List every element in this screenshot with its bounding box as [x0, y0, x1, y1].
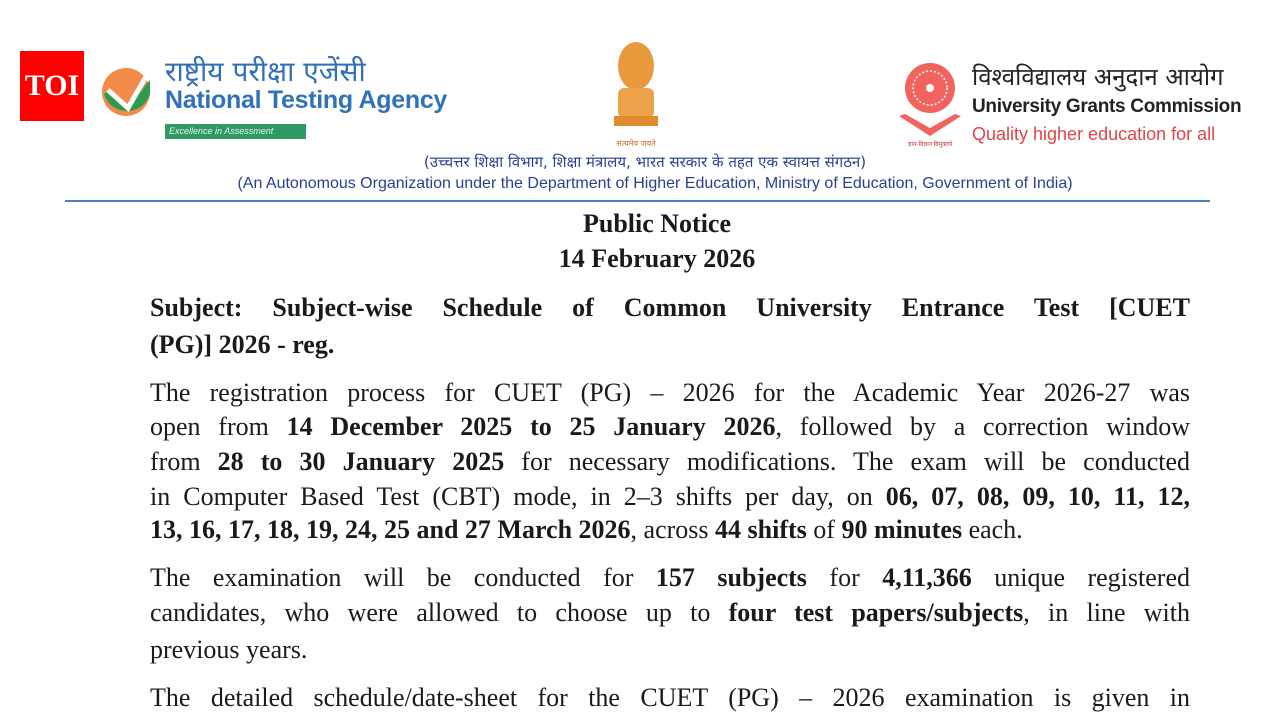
toi-logo: TOI [20, 51, 84, 121]
text-segment: candidates, who were allowed to choose up to [150, 598, 729, 627]
text-segment: each. [962, 515, 1023, 544]
text-segment: for [806, 563, 883, 592]
paragraph-line [150, 633, 1190, 667]
subject-line: Subject: Subject-wise Schedule of Common University Entrance Test [CUET [150, 293, 1190, 322]
text-segment: The registration process for CUET (PG) – 2026 for the Academic Year 2026-27 was [150, 378, 1190, 407]
text-segment: , in line with [1023, 598, 1190, 627]
nta-name-english: National Testing Agency [165, 86, 448, 114]
bold-text: 06, 07, 08, 09, 10, 11, 12, [885, 482, 1190, 511]
paragraph-line [150, 513, 1190, 547]
emblem-motto: सत्यमेव जयते [616, 139, 656, 148]
paragraph-line [150, 480, 1190, 514]
ugc-name-hindi: विश्वविद्यालय अनुदान आयोग [972, 63, 1224, 91]
text-segment: in Computer Based Test (CBT) mode, in 2–3 shifts per day, on [150, 482, 886, 511]
paragraph-line [150, 376, 1190, 410]
nta-tagline: Excellence in Assessment [165, 124, 306, 139]
ugc-tagline: Quality higher education for all [972, 124, 1216, 144]
text-segment: The detailed schedule/date-sheet for the CUET (PG) – 2026 examination is given in [150, 683, 1190, 712]
ugc-name-english: University Grants Commission [972, 96, 1242, 117]
paragraph-line [150, 445, 1190, 479]
text-segment: unique registered [971, 563, 1190, 592]
svg-text:ज्ञान-विज्ञान विमुक्तये: ज्ञान-विज्ञान विमुक्तये [907, 142, 953, 148]
paragraph-line [150, 681, 1190, 715]
header-divider [65, 200, 1210, 202]
bold-text: 14 December 2025 to 25 January 2026 [286, 412, 776, 441]
paragraph-line [150, 596, 1190, 630]
text-segment: , across [630, 515, 716, 544]
organization-subtitle-english: (An Autonomous Organization under the Department of Higher Education, Ministry of Education, Government of India) [237, 175, 1073, 192]
notice-date: 14 February 2026 [558, 244, 756, 273]
organization-subtitle-hindi: (उच्चत्तर शिक्षा विभाग, शिक्षा मंत्रालय, भारत सरकार के तहत एक स्वायत्त संगठन) [423, 153, 867, 171]
ugc-logo-icon [895, 56, 965, 148]
bold-text: 13, 16, 17, 18, 19, 24, 25 and 27 March 2026 [150, 515, 631, 544]
text-segment: from [150, 447, 218, 476]
national-emblem-icon [604, 38, 668, 148]
text-segment: of [806, 515, 842, 544]
paragraph-line [150, 561, 1190, 595]
bold-text: 90 minutes [841, 515, 963, 544]
bold-text: 4,11,366 [882, 563, 972, 592]
bold-text: 44 shifts [715, 515, 807, 544]
text-segment: for necessary modifications. The exam will be conducted [504, 447, 1190, 476]
bold-text: four test papers/subjects [728, 598, 1024, 627]
paragraph-line [150, 410, 1190, 444]
subject-line: (PG)] 2026 - reg. [150, 330, 335, 359]
bold-text: 157 subjects [655, 563, 807, 592]
nta-logo-icon [100, 60, 154, 120]
text-segment: previous years. [150, 635, 308, 664]
bold-text: 28 to 30 January 2025 [217, 447, 505, 476]
text-segment: open from [150, 412, 287, 441]
nta-name-hindi: राष्ट्रीय परीक्षा एजेंसी [165, 55, 366, 88]
text-segment: , followed by a correction window [775, 412, 1190, 441]
text-segment: The examination will be conducted for [150, 563, 656, 592]
notice-title: Public Notice [582, 209, 732, 238]
